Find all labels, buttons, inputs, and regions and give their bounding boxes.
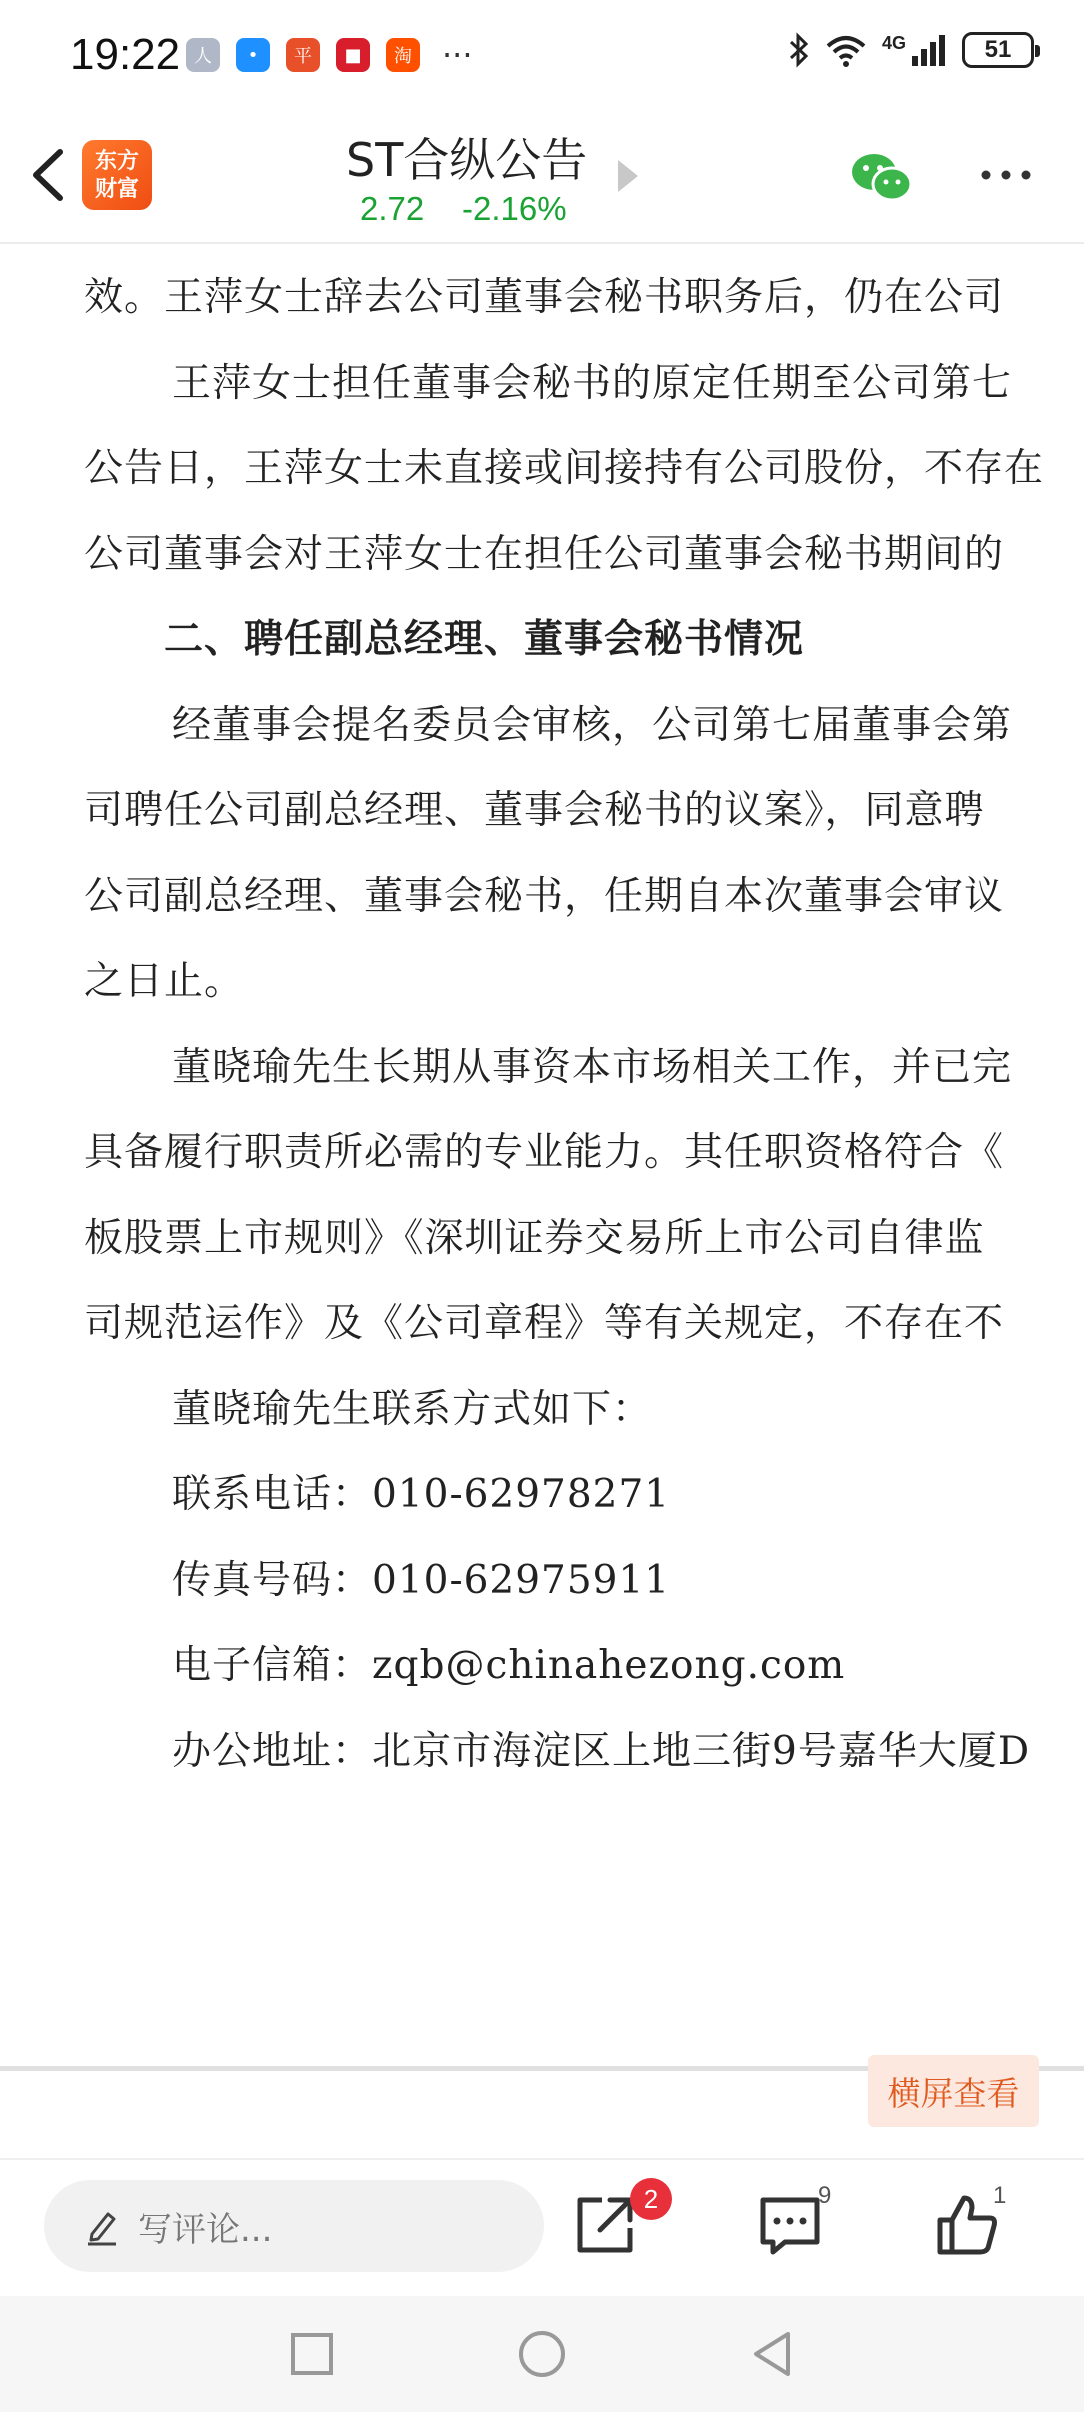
pencil-icon: [84, 2206, 120, 2246]
like-thumb-icon[interactable]: [932, 2190, 1002, 2260]
paragraph-line: 公告日，王萍女士未直接或间接持有公司股份，不存在: [84, 446, 1045, 491]
system-indicators: [788, 32, 1034, 68]
paragraph-line: 公司副总经理、董事会秘书，任期自本次董事会审议: [84, 873, 1005, 919]
comment-icon[interactable]: [755, 2190, 825, 2260]
expand-caret-icon[interactable]: [618, 160, 638, 192]
paragraph-line: 公司董事会对王萍女士在担任公司董事会秘书期间的: [84, 531, 1005, 577]
stock-change-percent: -2.16%: [462, 190, 567, 227]
paragraph-line: 董晓瑜先生长期从事资本市场相关工作，并已完: [172, 1044, 1013, 1090]
share-badge: 2: [630, 2178, 672, 2220]
paragraph-line: 经董事会提名委员会审核，公司第七届董事会第: [172, 702, 1013, 748]
comment-placeholder: 写评论...: [138, 2209, 273, 2250]
avatar-app-icon: 人: [186, 38, 220, 72]
comment-count: 9: [818, 2182, 832, 2209]
more-options-icon[interactable]: [976, 160, 1036, 190]
announcement-body: [0, 246, 1084, 2066]
paragraph-line: 王萍女士担任董事会秘书的原定任期至公司第七: [172, 360, 1013, 406]
paragraph-line: 司聘任公司副总经理、董事会秘书的议案》，同意聘: [84, 788, 985, 833]
like-count: 1: [993, 2182, 1007, 2209]
back-nav-icon[interactable]: [744, 2326, 800, 2382]
paragraph-line: 司规范运作》及《公司章程》等有关规定，不存在不: [84, 1301, 1005, 1346]
red-app-icon: ■: [336, 38, 370, 72]
paragraph-line: 办公地址：北京市海淀区上地三街9号嘉华大厦D: [172, 1728, 1031, 1774]
paragraph-line: 板股票上市规则》《深圳证券交易所上市公司自律监: [84, 1215, 985, 1261]
stock-title[interactable]: ST合纵公告: [346, 133, 588, 187]
section-heading: 二、聘任副总经理、董事会秘书情况: [164, 616, 805, 662]
comment-input[interactable]: [44, 2180, 544, 2272]
paragraph-line: 传真号码：010-62975911: [172, 1557, 671, 1603]
paragraph-line: 效。王萍女士辞去公司董事会秘书职务后，仍在公司: [84, 275, 1005, 320]
wechat-share-icon[interactable]: [850, 150, 914, 206]
landscape-view-button[interactable]: 横屏查看: [868, 2055, 1039, 2127]
stock-price: 2.72: [360, 190, 425, 227]
paragraph-line: 董晓瑜先生联系方式如下：: [172, 1386, 653, 1432]
paragraph-line: 之日止。: [84, 959, 245, 1004]
paragraph-line: 具备履行职责所必需的专业能力。其任职资格符合《: [84, 1130, 1005, 1175]
signal-icon: [910, 32, 948, 68]
message-app-icon: •: [236, 38, 270, 72]
back-arrow-icon[interactable]: [20, 140, 80, 210]
toolbar-divider: [0, 2158, 1084, 2160]
system-nav-bar: [0, 2296, 1084, 2412]
app-header: [0, 110, 1084, 244]
status-time: 19:22: [70, 30, 181, 79]
wifi-icon: [824, 32, 868, 68]
paragraph-line: 电子信箱：zqb@chinahezong.com: [172, 1643, 846, 1688]
notification-icons: [186, 38, 473, 72]
more-notifications-icon: ···: [442, 36, 473, 74]
home-icon[interactable]: [514, 2326, 570, 2382]
battery-indicator: 51: [962, 32, 1034, 68]
taobao-app-icon: 淘: [386, 38, 420, 72]
paragraph-line: 联系电话：010-62978271: [172, 1472, 671, 1517]
network-type: 4G: [881, 32, 906, 53]
recent-apps-icon[interactable]: [284, 2326, 340, 2382]
app-logo[interactable]: 东方 财富: [82, 140, 152, 210]
status-bar: [0, 0, 1084, 110]
bank-app-icon: 平: [286, 38, 320, 72]
bluetooth-icon: [788, 32, 810, 68]
